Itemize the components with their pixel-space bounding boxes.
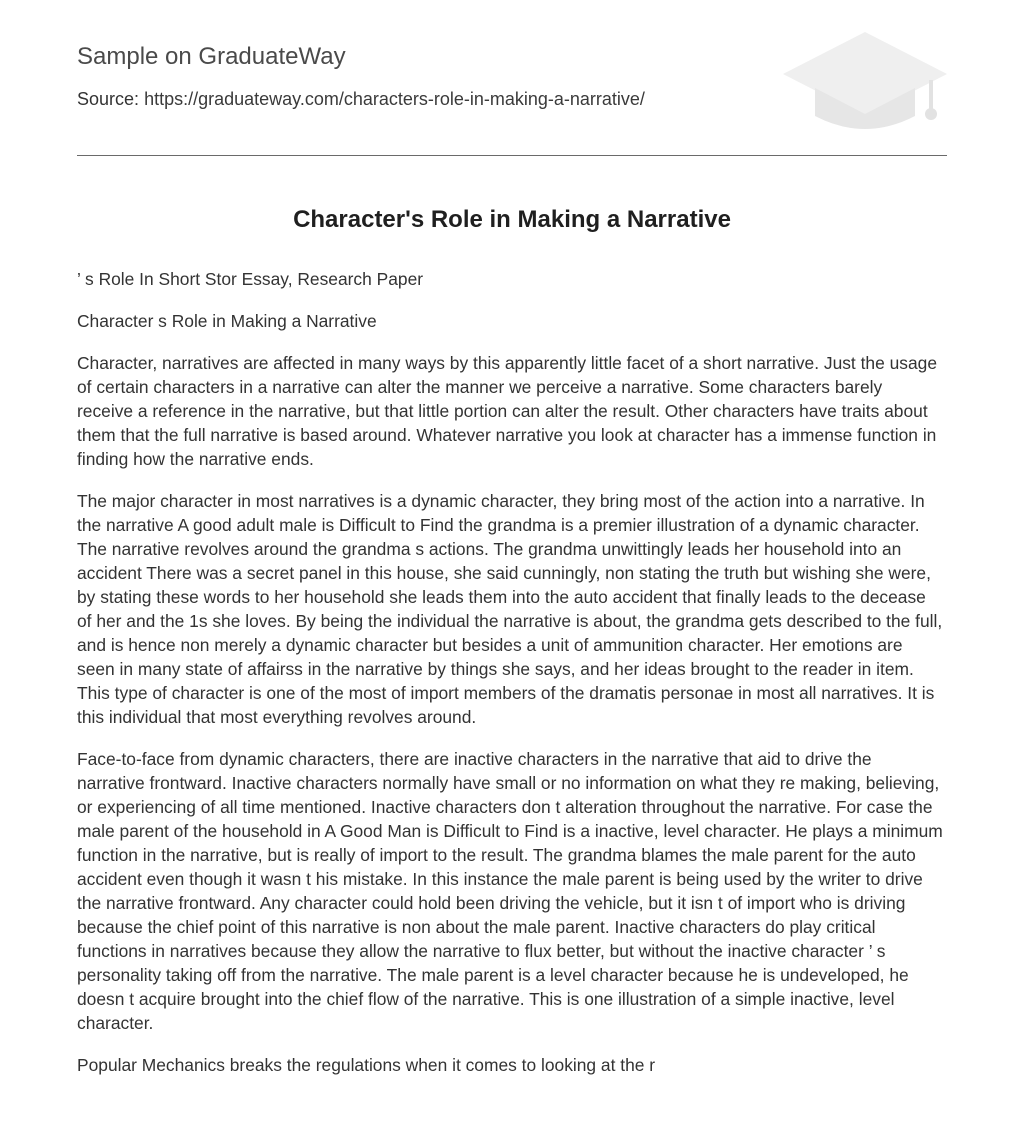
source-line (77, 89, 645, 110)
document-title: Character's Role in Making a Narrative (293, 206, 731, 233)
document-body (77, 267, 943, 1095)
site-title: Sample on GraduateWay (77, 43, 346, 70)
graduation-cap-icon (781, 30, 949, 134)
header-divider (77, 155, 947, 156)
paragraph: Character, narratives are affected in many ways by this apparently little facet of a short narrative. Just the usage of certain characters in a narrative can alter the manner we perceive a narrative. Some characters barely receive a reference in the narrative, but that little portion can alter the result. Other characters have traits about them that the full narrative is based around. Whatever narrative you look at character has a immense function in finding how the narrative ends. (77, 353, 937, 469)
paragraph: Character s Role in Making a Narrative (77, 311, 377, 331)
source-label: Source: (77, 89, 140, 109)
paragraph: ’ s Role In Short Stor Essay, Research Paper (77, 269, 424, 289)
paragraph: Face-to-face from dynamic characters, there are inactive characters in the narrative that aid to drive the narrative frontward. Inactive characters normally have small or no information on what they re making, believing, or experiencing of all time mentioned. Inactive characters don t alteration throughout the narrative. For case the male parent of the household in A Good Man is Difficult to Find is a inactive, level character. He plays a minimum function in the narrative, but is really of import to the result. The grandma blames the male parent for the auto accident even though it wasn t his mistake. In this instance the male parent is being used by the writer to drive the narrative frontward. Any character could hold been driving the vehicle, but it isn t of import who is driving because the chief point of this narrative is non about the male parent. Inactive characters do play critical functions in narratives because they allow the narrative to flux better, but without the inactive character ’ s personality taking off from the narrative. The male parent is a level character because he is undeveloped, he doesn t acquire brought into the chief flow of the narrative. This is one illustration of a simple inactive, level character. (77, 749, 943, 1033)
source-link[interactable]: https://graduateway.com/characters-role-in-making-a-narrative/ (144, 89, 645, 109)
page-header (77, 0, 947, 156)
paragraph: Popular Mechanics breaks the regulations when it comes to looking at the r (77, 1055, 656, 1075)
paragraph: The major character in most narratives is a dynamic character, they bring most of the action into a narrative. In the narrative A good adult male is Difficult to Find the grandma is a premier illustration of a dynamic character. The narrative revolves around the grandma s actions. The grandma unwittingly leads her household into an accident There was a secret panel in this house, she said cunningly, non stating the truth but wishing she were, by stating these words to her household she leads them into the auto accident that finally leads to the decease of her and the 1s she loves. By being the individual the narrative is about, the grandma gets described to the full, and is hence non merely a dynamic character but besides a unit of ammunition character. Her emotions are seen in many state of affairss in the narrative by things she says, and her ideas brought to the reader in item. This type of character is one of the most of import members of the dramatis personae in most all narratives. It is this individual that most everything revolves around. (77, 491, 943, 727)
